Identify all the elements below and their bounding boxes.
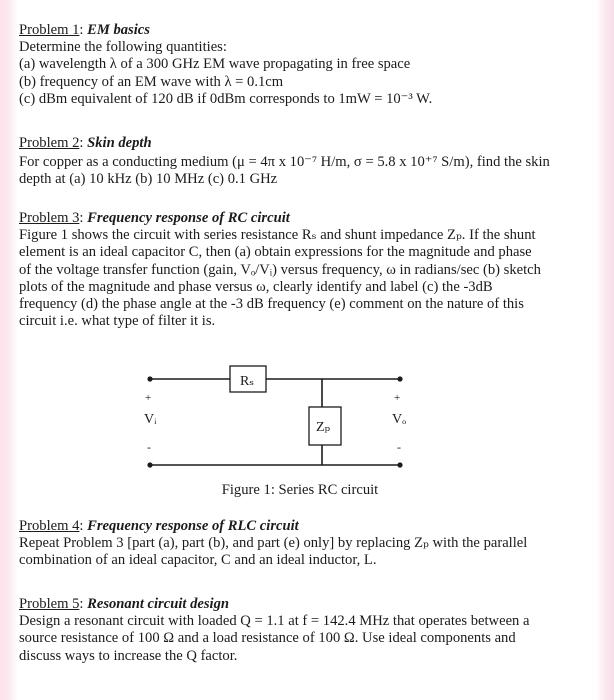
circuit-diagram: [0, 360, 614, 490]
problem-1-line: Determine the following quantities:: [19, 39, 227, 56]
vi-plus: +: [145, 392, 152, 404]
problem-1-line: (c) dBm equivalent of 120 dB if 0dBm corresponds to 1mW = 10⁻³ W.: [19, 90, 433, 107]
problem-2-title: Problem 2: Skin depth: [19, 135, 152, 151]
vi-minus: -: [147, 440, 151, 454]
problem-4-name: Frequency response of RLC circuit: [87, 518, 299, 534]
problem-1-label: Problem 1: [19, 22, 80, 38]
output-terminal-top: [397, 376, 402, 381]
problem-5-label: Problem 5: [19, 596, 80, 612]
vo-minus: -: [397, 440, 401, 454]
problem-1-title: Problem 1: EM basics: [19, 22, 150, 38]
problem-1-name: EM basics: [87, 22, 150, 38]
vo-plus: +: [394, 392, 401, 404]
problem-3-line: element is an ideal capacitor C, then (a) obtain expressions for the magnitude and phase: [19, 244, 532, 261]
problem-2-line: depth at (a) 10 kHz (b) 10 MHz (c) 0.1 GHz: [19, 171, 278, 188]
problem-3: [19, 210, 585, 330]
problem-5-name: Resonant circuit design: [87, 596, 230, 612]
output-terminal-bottom: [397, 462, 402, 467]
problem-3-name: Frequency response of RC circuit: [87, 210, 290, 226]
problem-3-line: Figure 1 shows the circuit with series resistance Rₛ and shunt impedance Zₚ. If the shunt: [19, 227, 536, 244]
figure-caption: Figure 1: Series RC circuit: [221, 482, 379, 498]
input-terminal-top: [147, 376, 152, 381]
problem-3-title: Problem 3: Frequency response of RC circuit: [19, 210, 290, 226]
vo-label: Vₒ: [392, 412, 407, 427]
problem-3-label: Problem 3: [19, 210, 80, 226]
problem-2-label: Problem 2: [19, 135, 80, 151]
problem-3-line: circuit i.e. what type of filter it is.: [19, 313, 216, 330]
problem-5-line: discuss ways to increase the Q factor.: [19, 647, 238, 664]
problem-2-name: Skin depth: [87, 135, 152, 151]
problem-1-line: (a) wavelength λ of a 300 GHz EM wave propagating in free space: [19, 56, 411, 73]
problem-3-line: frequency (d) the phase angle at the -3 dB frequency (e) comment on the nature of this: [19, 296, 524, 313]
vi-label: Vᵢ: [144, 412, 157, 427]
problem-5-title: Problem 5: Resonant circuit design: [19, 596, 230, 612]
problem-4: [19, 518, 585, 570]
problem-3-line: plots of the magnitude and phase versus ω, clearly identify and label (c) the -3dB: [19, 278, 493, 295]
problem-5-line: source resistance of 100 Ω and a load resistance of 100 Ω. Use ideal components and: [19, 630, 516, 647]
problem-4-title: Problem 4: Frequency response of RLC circuit: [19, 518, 299, 534]
problem-4-label: Problem 4: [19, 518, 80, 534]
problem-5-line: Design a resonant circuit with loaded Q = 1.1 at f = 142.4 MHz that operates between a: [19, 613, 530, 630]
problem-1-line: (b) frequency of an EM wave with λ = 0.1cm: [19, 73, 284, 90]
problem-3-line: of the voltage transfer function (gain, Vₒ/Vᵢ) versus frequency, ω in radians/sec (b) sketch: [19, 261, 541, 278]
problem-4-line: combination of an ideal capacitor, C and an ideal inductor, L.: [19, 552, 377, 569]
rs-label: Rₛ: [240, 374, 255, 389]
problem-1: [19, 22, 585, 108]
zp-label: Zₚ: [316, 420, 331, 435]
problem-2-line: For copper as a conducting medium (μ = 4π x 10⁻⁷ H/m, σ = 5.8 x 10⁺⁷ S/m), find the skin: [19, 154, 550, 171]
problem-2: [19, 135, 585, 189]
problem-5: [19, 596, 585, 665]
problem-4-line: Repeat Problem 3 [part (a), part (b), and part (e) only] by replacing Zₚ with the parallel: [19, 535, 528, 552]
input-terminal-bottom: [147, 462, 152, 467]
